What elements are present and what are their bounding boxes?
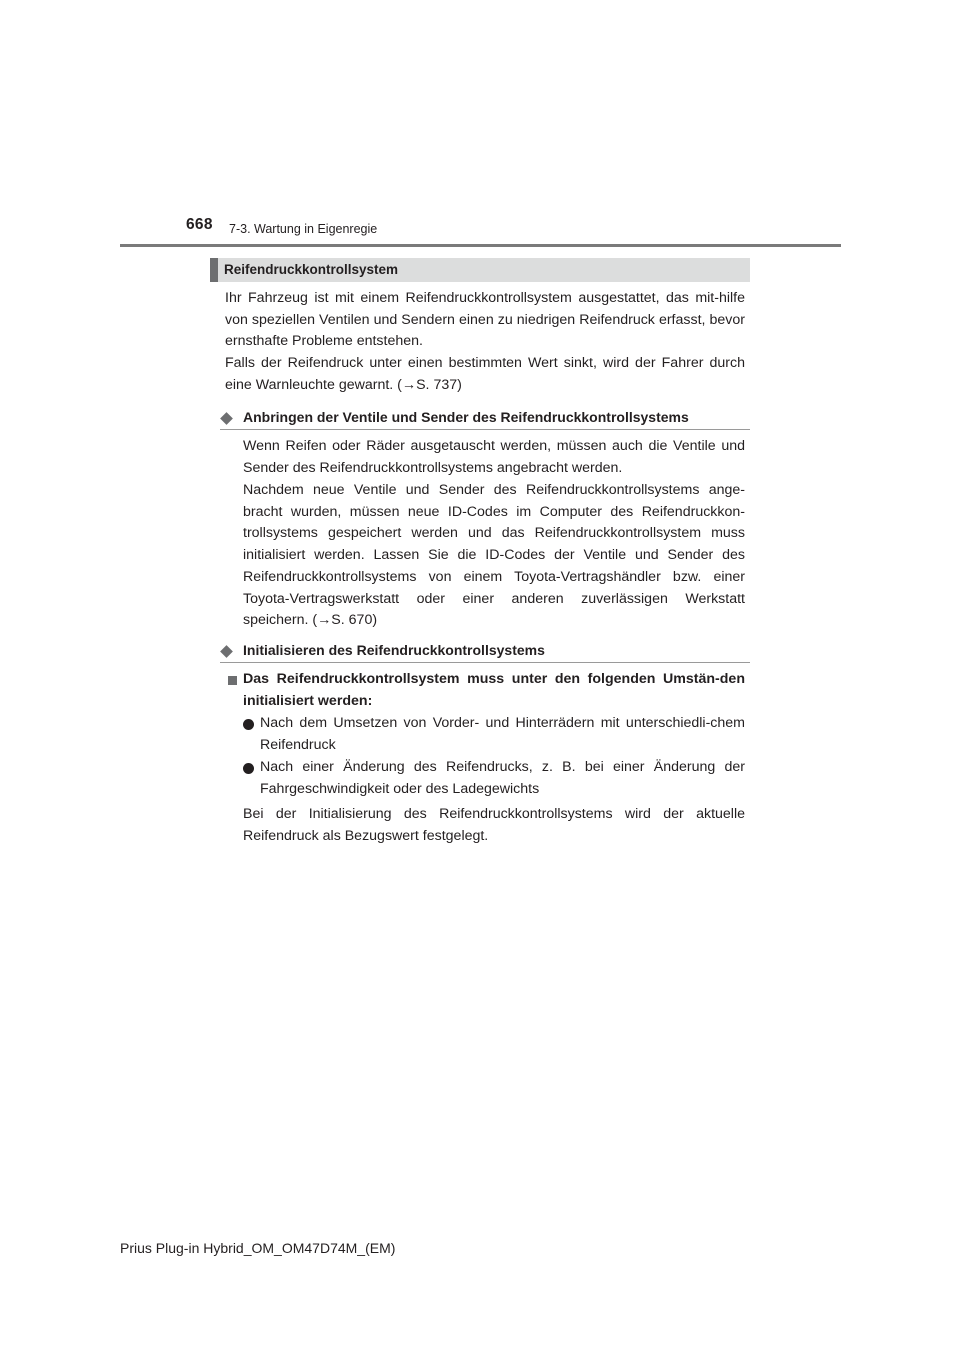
subsection-heading-label: Anbringen der Ventile und Sender des Reifendruckkontrollsystems [243,409,689,425]
subsection-heading-initialize [220,642,750,663]
section-title: Reifendruckkontrollsystem [224,262,399,277]
page-number: 668 [186,216,213,233]
intro-paragraph-2: Falls der Reifendruck unter einen bestimmten Wert sinkt, wird der Fahrer durch eine Warnleuchte gewarnt. (→S. 737) [225,355,745,393]
intro-paragraph-1: Ihr Fahrzeug ist mit einem Reifendruckkontrollsystem ausgestattet, das mit-hilfe von speziellen Ventilen und Sendern einen zu niedrigen Reifendruck erfasst, bevor ernsthafte Probleme entstehen. [225,290,745,350]
document-footer: Prius Plug-in Hybrid_OM_OM47D74M_(EM) [120,1240,396,1256]
diamond-bullet-icon [220,412,233,425]
subsection-heading-label: Initialisieren des Reifendruckkontrollsystems [243,642,545,658]
round-bullet-icon [243,763,254,774]
section-path: 7-3. Wartung in Eigenregie [229,222,378,236]
round-bullet-icon [243,719,254,730]
header-divider [120,244,841,247]
list-item: Nach dem Umsetzen von Vorder- und Hinterrädern mit unterschiedli-chem Reifendruck [260,715,745,753]
valves-paragraph-2: Nachdem neue Ventile und Sender des Reifendruckkontrollsystems ange-bracht wurden, müssen neue ID-Codes im Computer des Reifendruckkon-trollsystems gespeichert werden und das Reifendruckkontrollsystem muss initialisiert werden. Lassen Sie die ID-Codes der Ventile und Sender des Reifendruckkontrollsystems von einem Toyota-Vertragshändler bzw. einer Toyota-Vertragswerkstatt oder einer anderen zuverlässigen Werkstatt speichern. (→S. 670) [243,482,745,629]
initialize-closing-paragraph: Bei der Initialisierung des Reifendruckkontrollsystems wird der aktuelle Reifendruck als Bezugswert festgelegt. [243,806,745,844]
diamond-bullet-icon [220,645,233,658]
initialize-lead-text: Das Reifendruckkontrollsystem muss unter den folgenden Umstän-den initialisiert werden: [243,671,745,709]
subsection-heading-valves [220,409,750,430]
title-accent-bar [210,258,218,282]
list-item: Nach einer Änderung des Reifendrucks, z. B. bei einer Änderung der Fahrgeschwindigkeit oder des Ladegewichts [260,759,745,797]
valves-paragraph-1: Wenn Reifen oder Räder ausgetauscht werden, müssen auch die Ventile und Sender des Reifendruckkontrollsystems angebracht werden. [243,438,745,476]
square-bullet-icon [228,676,237,685]
section-title-bar [210,258,750,282]
